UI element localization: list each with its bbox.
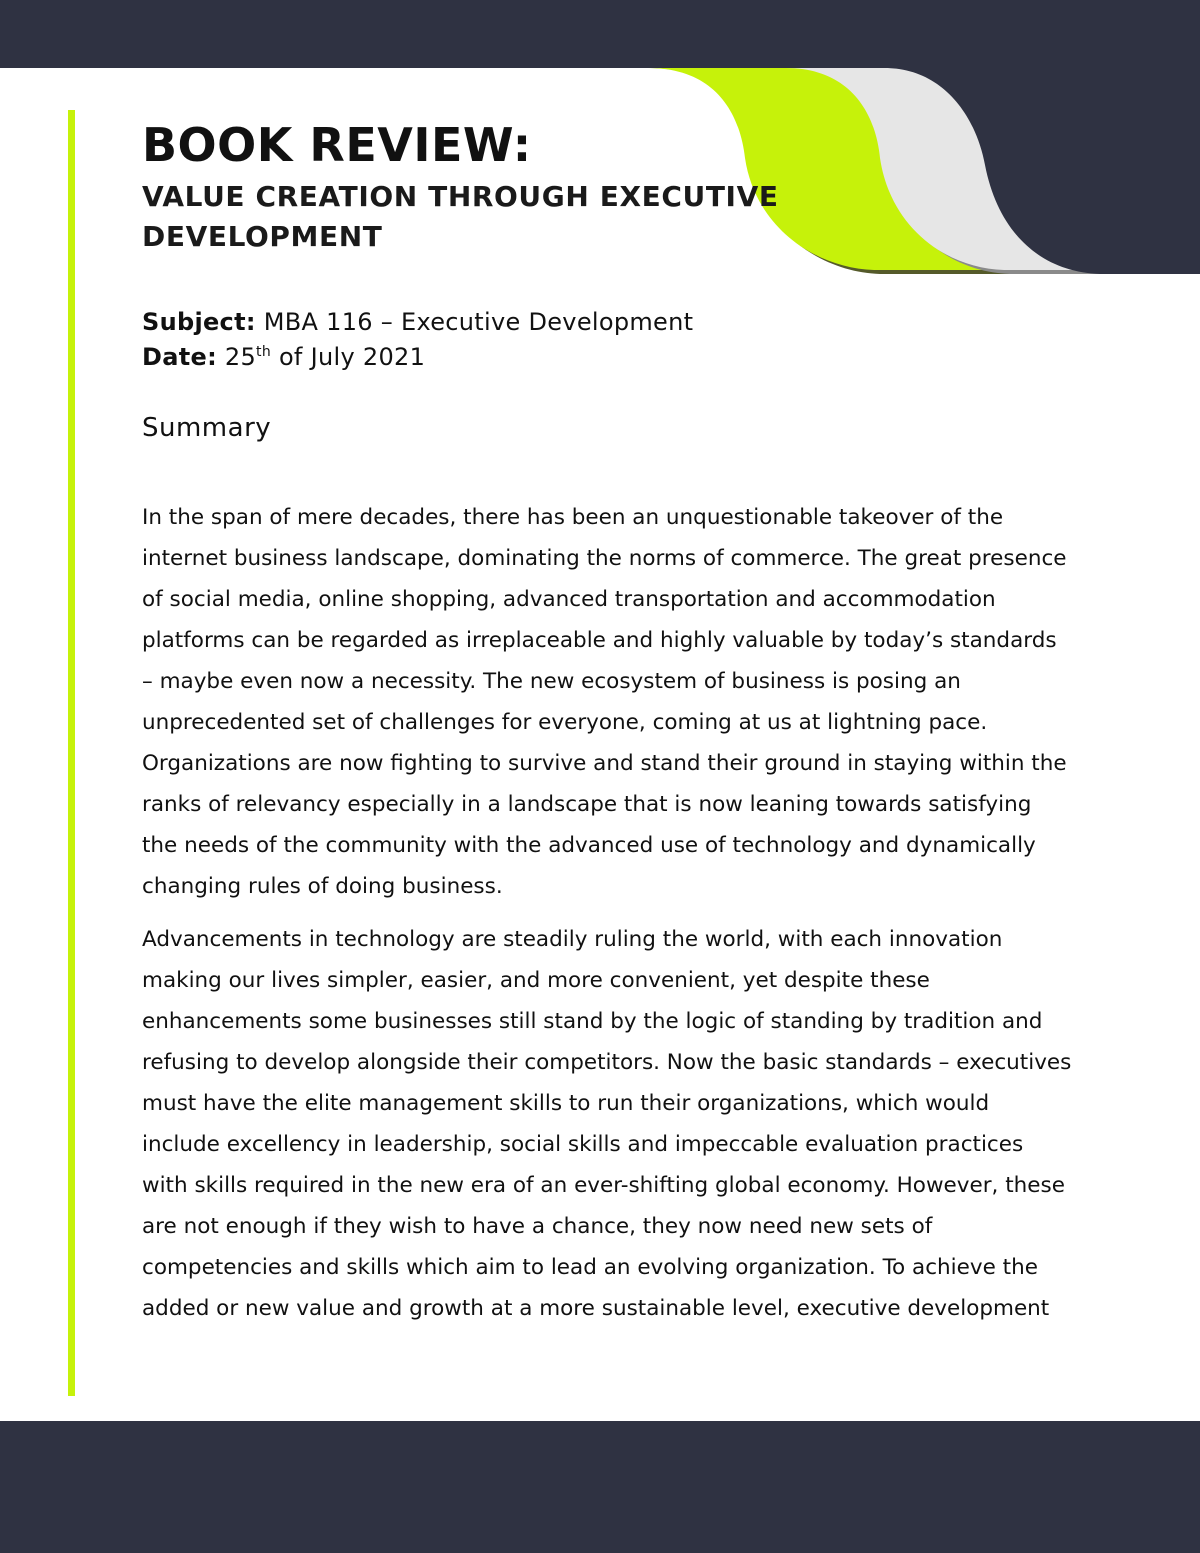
- accent-bar: [68, 110, 75, 1396]
- subject-label: Subject:: [142, 308, 256, 336]
- date-day: 25: [224, 343, 257, 371]
- date-suffix: th: [256, 344, 272, 360]
- body-text: [142, 497, 1072, 1341]
- subject-value: MBA 116 – Executive Development: [263, 308, 694, 336]
- date-line: [142, 340, 425, 374]
- paragraph: In the span of mere decades, there has been an unquestionable takeover of the internet business landscape, dominating the norms of commerce. The great presence of social media, online shopping, advanced transportation and accommodation platforms can be regarded as irreplaceable and highly valuable by today’s standards – maybe even now a necessity. The new ecosystem of business is posing an unprecedented set of challenges for everyone, coming at us at lightning pace. Organizations are now fighting to survive and stand their ground in staying within the ranks of relevancy especially in a landscape that is now leaning towards satisfying the needs of the community with the advanced use of technology and dynamically changing rules of doing business.: [142, 505, 1067, 899]
- document-title: BOOK REVIEW:: [142, 118, 532, 172]
- document-subtitle: VALUE CREATION THROUGH EXECUTIVE DEVELOPMENT: [142, 180, 779, 253]
- footer-band: [0, 1421, 1200, 1553]
- date-rest: of July 2021: [278, 343, 426, 371]
- section-heading-summary: Summary: [142, 413, 272, 443]
- date-label: Date:: [142, 343, 217, 371]
- paragraph: Advancements in technology are steadily ruling the world, with each innovation making our lives simpler, easier, and more convenient, yet despite these enhancements some businesses still stand by the logic of standing by tradition and refusing to develop alongside their competitors. Now the basic standards – executives must have the elite management skills to run their organizations, which would include excellency in leadership, social skills and impeccable evaluation practices with skills required in the new era of an ever-shifting global economy. However, these are not enough if they wish to have a chance, they now need new sets of competencies and skills which aim to lead an evolving organization. To achieve the added or new value and growth at a more sustainable level, executive development: [142, 927, 1072, 1321]
- subject-line: [142, 305, 693, 339]
